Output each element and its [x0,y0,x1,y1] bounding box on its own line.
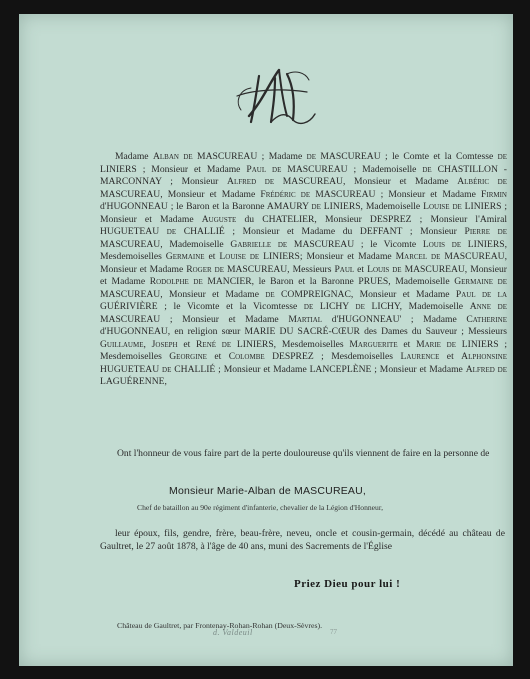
name-particle: Louis de [422,238,462,250]
name-segment: et [204,251,220,262]
name-particle: Firmin [481,188,507,200]
name-segment: GUÉRIVIÈRE ; le Vicomte et la Vicomtesse [100,301,304,312]
name-segment: MASCUREAU, Monsieur et Madame [100,188,261,200]
name-particle: Alban de [152,151,193,162]
name-segment: LICHY [313,301,356,312]
name-particle: de [265,288,275,300]
name-particle: Gabrielle de [230,238,288,250]
name-particle: Louise de [219,251,260,262]
name-particle: Louis de [367,263,402,275]
name-particle: Frédéric de [260,188,311,200]
name-segment: LICHY, Mademoiselle [364,301,470,312]
name-particle: Colombe [228,351,265,362]
prayer-line: Priez Dieu pour lui ! [294,578,401,590]
name-segment: du CHATELIER, Monsieur DESPREZ ; Monsieur l'Amiral HUGUETEAU [100,213,507,237]
name-segment: MASCUREAU ; Madame [192,151,307,162]
name-particle: de [303,301,314,312]
name-particle: Rodolphe de [149,276,203,287]
name-particle: René de [196,338,232,350]
name-segment: HUGUETEAU [100,363,163,375]
deceased-rank: Chef de bataillon au 90e régiment d'infanterie, chevalier de la Légion d'Honneur, [137,503,383,512]
name-segment: MANCIER, le Baron et la Baronne PRUES, Mademoiselle [202,276,455,287]
announcement-text: Ont l'honneur de vous faire part de la perte douloureuse qu'ils viennent de faire en la personne de [117,448,490,459]
name-particle: Marcel de [395,251,441,262]
name-particle: Alfred de [465,363,507,375]
name-segment: MASCUREAU, Monsieur et Madame [100,288,266,300]
name-segment: LINIERS ; Monsieur et Madame [100,201,508,225]
name-segment: MASCUREAU, Monsieur et Madame [274,176,458,187]
name-particle: de [306,151,317,162]
name-particle: de [162,363,172,375]
name-particle: Martial [288,313,323,325]
name-segment: MASCUREAU, Monsieur et Madame [100,263,507,287]
name-particle: Joseph [151,338,178,350]
name-segment: CHALLIÉ ; Monsieur et Madame LANCEPLÈNE ; Monsieur et Madame [171,363,466,375]
name-particle: Louise de [423,201,462,212]
name-particle: Alfred de [227,176,275,187]
name-segment: LAGUÉRENNE, [100,376,167,387]
name-particle: Albéric de [457,176,508,187]
name-segment: LINIERS ; Mesdemoiselles [100,338,507,362]
name-particle: Paul [334,263,355,275]
address-line: Château de Gaultret, par Frontenay-Rohan-Rohan (Deux-Sèvres). [117,621,323,630]
name-particle: Marie de [416,338,457,350]
name-segment: et [177,338,197,350]
name-segment: MASCUREAU ; Mademoiselle [281,163,423,175]
name-segment: MASCUREAU ; le Vicomte [287,238,423,250]
name-segment: d'HUGONNEAU ; le Baron et la Baronne AMAURY [100,201,312,212]
family-names-paragraph [100,151,507,389]
name-segment: , [143,338,152,350]
name-segment: CHASTILLON - MARCONNAY ; Monsieur [100,163,508,187]
name-particle: Alphonsine [461,351,507,362]
name-segment: COMPREIGNAC, Monsieur et Madame [274,288,456,300]
name-segment: LINIERS, Mesdemoiselles [100,238,507,262]
name-particle: de [422,163,432,175]
name-particle: Anne de [469,301,507,312]
name-segment: LINIERS, Mademoiselle [320,201,424,212]
name-particle: Germaine de [454,276,507,287]
name-particle: Pierre de [464,226,507,237]
pencil-number: 77 [330,628,337,636]
name-segment: MASCUREAU, Messieurs [223,263,335,275]
name-segment: LINIERS ; Monsieur et Madame [100,163,247,175]
name-segment: et [439,351,462,362]
name-segment: MASCUREAU, Mademoiselle [100,238,231,250]
name-particle: Marguerite [349,338,398,350]
name-segment: MASCUREAU, Monsieur et Madame [100,251,507,275]
pencil-annotation: d. Valdeuil [213,628,253,637]
name-segment: MASCUREAU ; le Comte et la Comtesse [316,151,498,162]
mourning-card [19,14,513,666]
name-particle: Guillaume [100,338,144,350]
name-segment: d'HUGONNEAU' ; Madame [322,313,467,325]
deceased-details: leur époux, fils, gendre, frère, beau-frère, neveu, oncle et cousin-germain, décédé au château de Gaultret, le 27 août 1878, à l'âge de 40 ans, muni des Sacrements de l'Église [100,528,505,552]
name-segment: et [397,338,417,350]
monogram-icon [229,66,319,128]
name-segment: et [354,263,368,275]
name-particle: Laurence [400,351,440,362]
name-particle: de [311,201,321,212]
name-segment: DESPREZ ; Mesdemoiselles [264,351,401,362]
name-particle: Paul de la [455,288,507,300]
name-particle: Georgine [169,351,207,362]
name-particle: de [166,226,177,237]
name-segment: Madame [115,151,153,162]
name-particle: Paul de [246,163,282,175]
name-particle: Auguste [201,213,237,225]
name-segment: MASCUREAU ; Monsieur et Madame [310,188,482,200]
deceased-name: Monsieur Marie-Alban de MASCUREAU, [169,485,367,497]
name-segment: MASCUREAU ; Monsieur et Madame [100,313,289,325]
name-particle: Germaine [165,251,205,262]
name-segment: CHALLIÉ ; Monsieur et Madame du DEFFANT ; Monsieur [176,226,465,237]
name-particle: de [355,301,365,312]
name-particle: Roger de [186,263,224,275]
name-segment: LINIERS, Mesdemoiselles [231,338,350,350]
name-segment: LINIERS; Monsieur et Madame [259,251,396,262]
name-particle: Catherine [466,313,507,325]
name-segment: et [206,351,229,362]
name-segment: d'HUGONNEAU, en religion sœur MARIE DU SACRÉ-CŒUR des Dames du Sauveur ; Messieurs [100,326,507,337]
name-particle: de [497,151,508,162]
